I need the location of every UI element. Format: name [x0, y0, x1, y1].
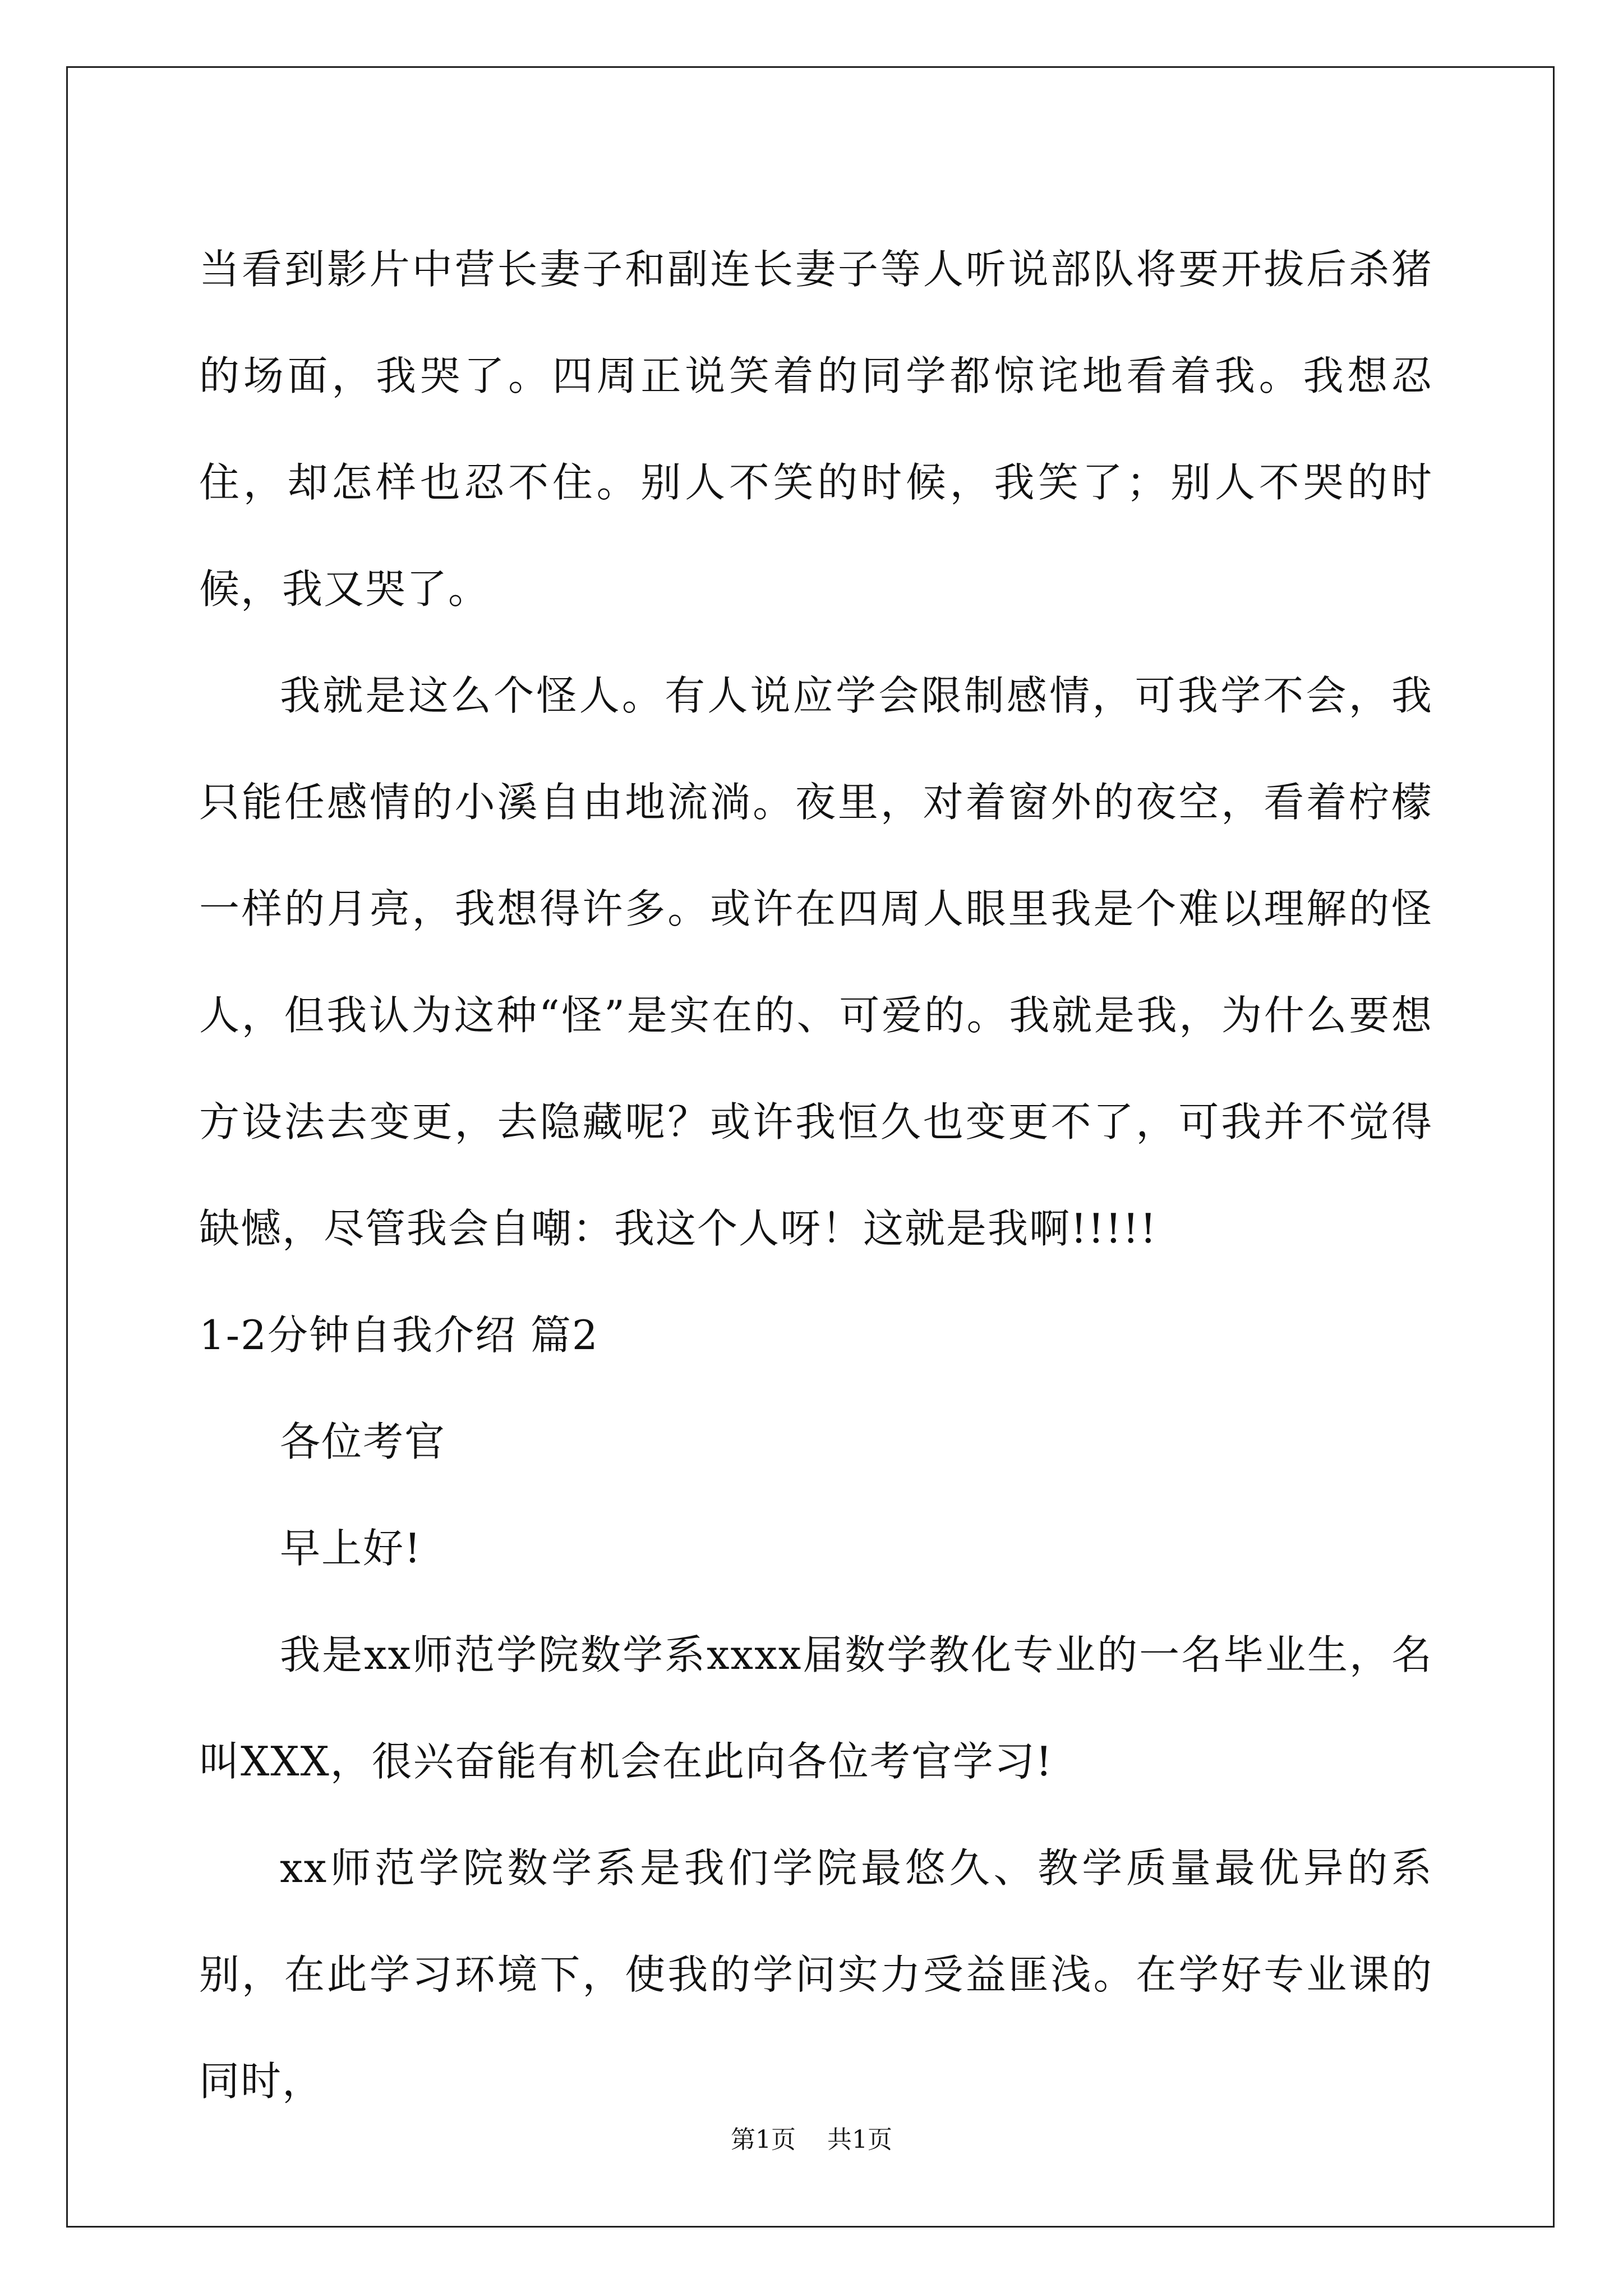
paragraph-greeting: 早上好!: [280, 1525, 422, 1572]
paragraph-greeting-recipients: 各位考官: [280, 1418, 446, 1465]
paragraph: 当看到影片中营长妻子和副连长妻子等人听说部队将要开拔后杀猪的场面，我哭了。四周正说笑着的同学都惊诧地看着我。我想忍住，却怎样也忍不住。别人不笑的时候，我笑了；别人不哭的时候，我又哭了。: [199, 246, 1433, 613]
document-body: [199, 216, 1433, 2134]
paragraph: xx师范学院数学系是我们学院最悠久、教学质量最优异的系别，在此学习环境下，使我的学问实力受益匪浅。在学好专业课的同时，: [199, 1844, 1433, 2105]
paragraph: 我就是这么个怪人。有人说应学会限制感情，可我学不会，我只能任感情的小溪自由地流淌。夜里，对着窗外的夜空，看着柠檬一样的月亮，我想得许多。或许在四周人眼里我是个难以理解的怪人，但我认为这种“怪”是实在的、可爱的。我就是我，为什么要想方设法去变更，去隐藏呢？或许我恒久也变更不了，可我并不觉得缺憾，尽管我会自嘲：我这个人呀！这就是我啊!!!!!: [199, 672, 1433, 1252]
page-total: 共1页: [827, 2125, 892, 2154]
page-footer: [0, 2119, 1623, 2155]
section-heading: 1-2分钟自我介绍 篇2: [199, 1312, 599, 1359]
page-number: 第1页: [731, 2125, 796, 2154]
paragraph: 我是xx师范学院数学系xxxx届数学教化专业的一名毕业生，名叫XXX，很兴奋能有机会在此向各位考官学习!: [199, 1631, 1433, 1785]
